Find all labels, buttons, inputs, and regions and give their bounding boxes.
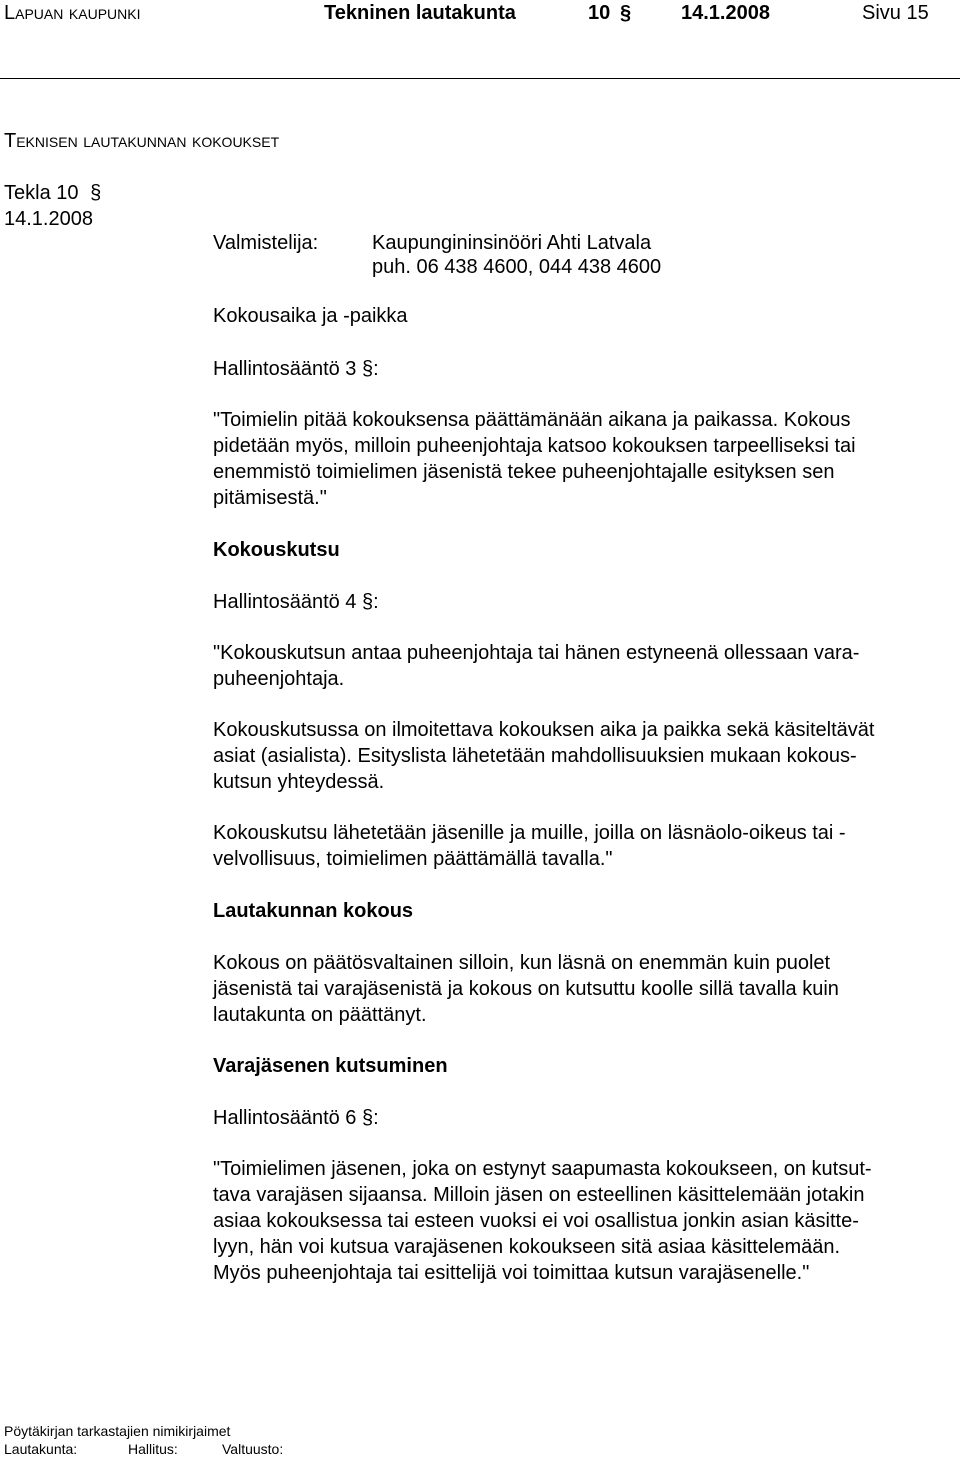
preparer-label: Valmistelija: (213, 232, 319, 254)
section-sign-icon: § (362, 591, 374, 613)
section-sign-icon: § (90, 182, 102, 204)
rule-reference-4: Hallintosääntö 4 §: (213, 591, 379, 613)
rule-reference-3: Hallintosääntö 3 §: (213, 358, 379, 380)
meeting-date: 14.1.2008 (681, 2, 770, 24)
footer-lautakunta: Lautakunta: (4, 1441, 78, 1457)
paragraph-3: Kokouskutsussa on ilmoitettava kokouksen aika ja paikka sekä käsiteltävät asiat (asialista). Esityslista lähetetään mahdollisuuksien mukaan kokous- kutsun yhteydessä. (213, 719, 875, 793)
section-sign-icon: § (362, 1107, 374, 1129)
heading-kokousaika: Kokousaika ja -paikka (213, 305, 408, 327)
ref-line-2: 14.1.2008 (4, 208, 93, 230)
footer-valtuusto: Valtuusto: (222, 1441, 284, 1457)
ref-line-1: Tekla 10 § (4, 182, 102, 204)
paragraph-5: Kokous on päätösvaltainen silloin, kun läsnä on enemmän kuin puolet jäsenistä tai varajäsenistä ja kokous on kutsuttu koolle sillä tavalla kuin lautakunta on päättänyt. (213, 952, 839, 1026)
page-number: Sivu 15 (862, 2, 929, 24)
footer-title: Pöytäkirjan tarkastajien nimikirjaimet (4, 1423, 231, 1439)
heading-varajasenen-kutsuminen: Varajäsenen kutsuminen (213, 1055, 448, 1077)
heading-lautakunnan-kokous: Lautakunnan kokous (213, 900, 414, 922)
paragraph-4: Kokouskutsu lähetetään jäsenille ja muille, joilla on läsnäolo-oikeus tai - velvollisuus, toimielimen päättämällä tavalla." (213, 822, 846, 870)
paragraph-1: "Toimielin pitää kokouksensa päättämänään aikana ja paikassa. Kokous pidetään myös, milloin puheenjohtaja katsoo kokouksen tarpeelliseksi tai enemmistö toimielimen jäsenistä tekee puheenjohtajalle esityksen sen pitämisestä." (213, 409, 856, 509)
rule-reference-6: Hallintosääntö 6 §: (213, 1107, 379, 1129)
paragraph-6: "Toimielimen jäsenen, joka on estynyt saapumasta kokoukseen, on kutsut- tava varajäsen sijaansa. Milloin jäsen on esteellinen käsittelemään jotakin asiaa kokouksessa tai esteen vuoksi ei voi osallistua jonkin asian käsitte- lyyn, hän voi kutsua varajäsenen kokoukseen sitä asiaa käsittelemään. Myös puheenjohtaja tai esittelijä voi toimittaa kutsun varajäsenelle." (213, 1158, 872, 1284)
section-sign-icon: § (362, 358, 374, 380)
footer-hallitus: Hallitus: (128, 1441, 178, 1457)
preparer-phone: puh. 06 438 4600, 044 438 4600 (372, 256, 662, 278)
header-rule (0, 78, 960, 79)
committee-name: Tekninen lautakunta (324, 2, 516, 24)
preparer-name: Kaupungininsinööri Ahti Latvala (372, 232, 652, 254)
heading-kokouskutsu: Kokouskutsu (213, 539, 340, 561)
paragraph-2: "Kokouskutsun antaa puheenjohtaja tai hänen estyneenä ollessaan vara- puheenjohtaja. (213, 642, 860, 690)
org-name: Lapuan kaupunki (4, 2, 141, 24)
meeting-number: 10 (588, 2, 611, 24)
section-sign-icon: § (620, 2, 632, 24)
section-title: Teknisen lautakunnan kokoukset (4, 130, 280, 152)
